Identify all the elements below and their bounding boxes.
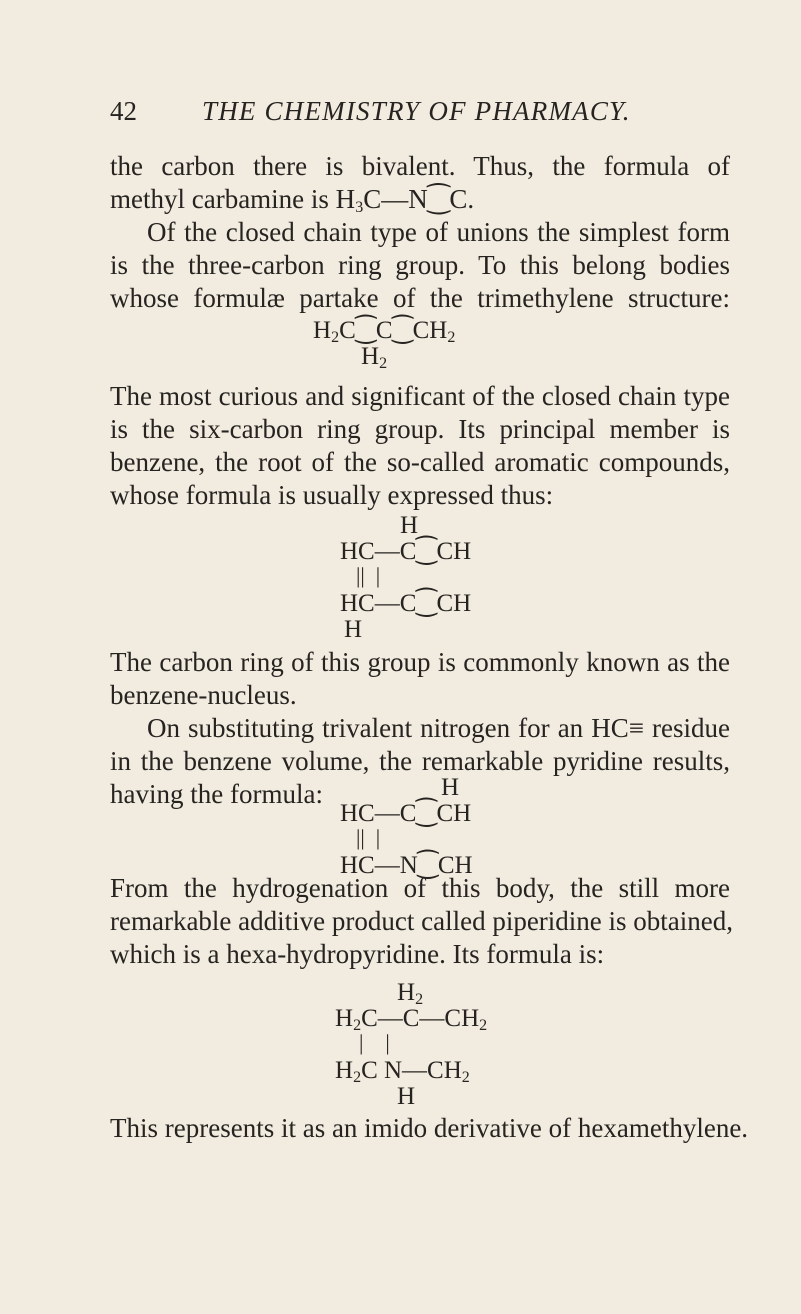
piperidine-formula: $H_2$ $H_2C—C—CH_2$ | | $H_2C$ $N—CH_2$ H	[335, 979, 488, 1110]
text-line: From the hydrogenation of this body, the still more	[110, 873, 730, 903]
text-line: benzene-nucleus.	[110, 680, 297, 710]
paragraph-1	[110, 150, 730, 216]
text-line: The carbon ring of this group is commonly known as the	[110, 647, 730, 677]
text-line: whose formula is usually expressed thus:	[110, 480, 554, 510]
page-number: 42	[110, 96, 137, 126]
trimethylene-formula: $H_2C⁐C⁐CH_2$ $H_2$	[313, 317, 456, 372]
text-line: The most curious and significant of the closed chain type	[110, 381, 730, 411]
benzene-formula: H HC—C⁐CH || | HC—C⁐CH H	[340, 512, 472, 643]
text-line: having the formula:	[110, 779, 323, 809]
running-title: THE CHEMISTRY OF PHARMACY.	[202, 96, 631, 126]
text-line: is the three-carbon ring group. To this belong bodies	[110, 250, 730, 280]
text-line: in the benzene volume, the remarkable pyridine results,	[110, 746, 730, 776]
text-line: is the six-carbon ring group. Its principal member is	[110, 414, 730, 444]
paragraph-2	[110, 216, 730, 315]
text-line: Of the closed chain type of unions the simplest form	[147, 217, 730, 247]
text-line: On substituting trivalent nitrogen for an HC≡ residue	[147, 713, 730, 743]
paragraph-7	[110, 1112, 749, 1145]
text-line: methyl carbamine is $H_3C—N⁐C$.	[110, 184, 475, 216]
text-line: whose formulæ partake of the trimethylene structure:	[110, 283, 730, 313]
text-line: the carbon there is bivalent. Thus, the formula of	[110, 151, 730, 181]
paragraph-3	[110, 380, 730, 512]
text-line: which is a hexa-hydropyridine. Its formula is:	[110, 939, 605, 969]
text-line: remarkable additive product called piperidine is obtained,	[110, 906, 734, 936]
page-header	[110, 96, 730, 128]
text-line: This represents it as an imido derivative of hexamethylene.	[110, 1113, 749, 1143]
text-line: benzene, the root of the so-called aromatic compounds,	[110, 447, 730, 477]
paragraph-6	[110, 872, 734, 971]
pyridine-formula: H HC—C⁐CH || | HC—N⁐CH	[340, 774, 473, 879]
paragraph-4	[110, 646, 730, 712]
